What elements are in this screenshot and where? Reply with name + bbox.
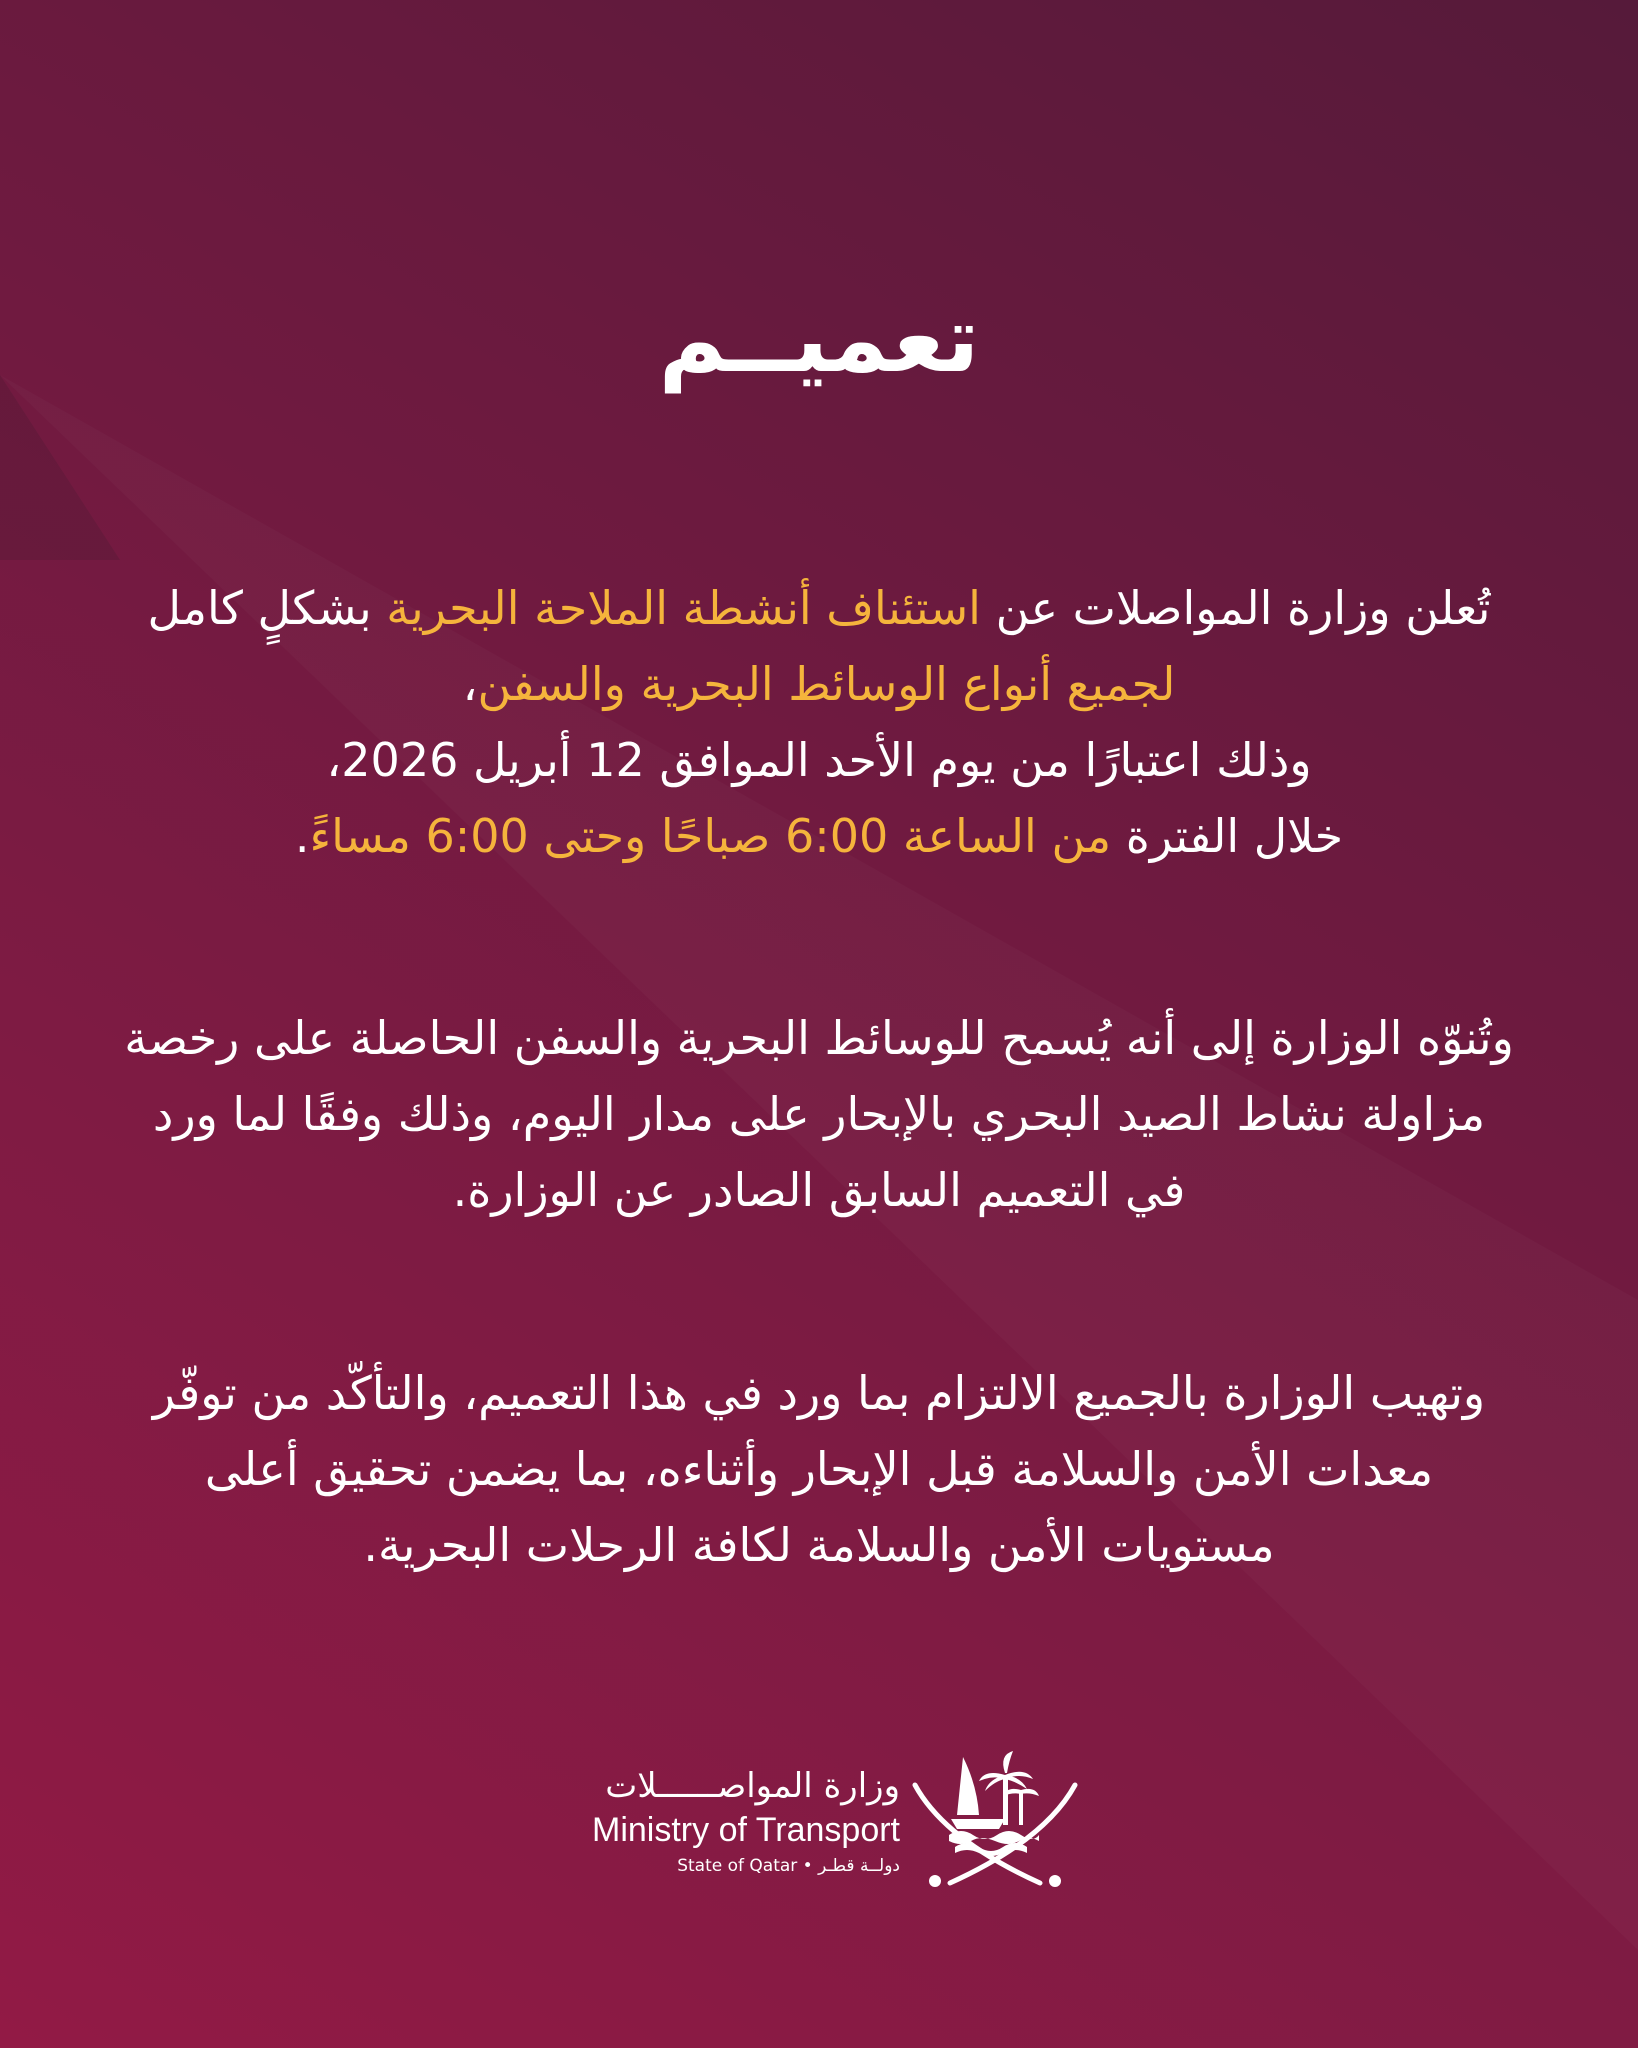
ministry-name-english: Ministry of Transport <box>592 1811 900 1849</box>
paragraph-2-line-3: في التعميم السابق الصادر عن الوزارة. <box>452 1163 1186 1217</box>
paragraph-1-line-3: وذلك اعتبارًا من يوم الأحد الموافق 12 أبريل 2026، <box>326 733 1312 787</box>
paragraph-1-line-1-text-a: تُعلن وزارة المواصلات عن <box>980 581 1491 635</box>
paragraph-1-line-1-text-c: بشكلٍ كامل <box>147 581 387 635</box>
paragraph-1-line-4-end: . <box>294 809 310 863</box>
paragraph-2-line-1: وتُنوّه الوزارة إلى أنه يُسمح للوسائط البحرية والسفن الحاصلة على رخصة <box>124 1011 1514 1065</box>
paragraph-1-highlight-resumption: استئناف أنشطة الملاحة البحرية <box>386 581 981 635</box>
paragraph-1-highlight-hours: من الساعة 6:00 صباحًا وحتى 6:00 مساءً <box>309 809 1112 863</box>
paragraph-3-line-2: معدات الأمن والسلامة قبل الإبحار وأثناءه، بما يضمن تحقيق أعلى <box>204 1442 1434 1496</box>
paragraph-1-line-2 <box>120 646 1518 722</box>
paragraph-1-line-2-end: ، <box>462 657 478 711</box>
announcement-paragraph-1 <box>120 570 1518 874</box>
paragraph-3-line-1: وتهيب الوزارة بالجميع الالتزام بما ورد في هذا التعميم، والتأكّد من توفّر <box>152 1366 1486 1420</box>
qatar-national-emblem-icon <box>905 1745 1085 1890</box>
page-title: تعميــم <box>658 286 980 393</box>
paragraph-1-highlight-vessels: لجميع أنواع الوسائط البحرية والسفن <box>477 657 1176 711</box>
paragraph-1-line-4-text-a: خلال الفترة <box>1111 809 1344 863</box>
paragraph-1-line-4 <box>120 798 1518 874</box>
paragraph-2-line-2: مزاولة نشاط الصيد البحري بالإبحار على مدار اليوم، وذلك وفقًا لما ورد <box>152 1087 1486 1141</box>
paragraph-1-line-1 <box>120 570 1518 646</box>
ministry-name-arabic: وزارة المواصــــــلات <box>605 1766 900 1806</box>
announcement-paragraph-2 <box>120 1000 1518 1228</box>
state-of-qatar-line: State of Qatar • دولــة قطـر <box>677 1856 900 1876</box>
paragraph-3-line-3: مستويات الأمن والسلامة لكافة الرحلات البحرية. <box>363 1518 1275 1572</box>
ministry-logo-text <box>550 1765 900 1879</box>
announcement-paragraph-3 <box>120 1355 1518 1583</box>
